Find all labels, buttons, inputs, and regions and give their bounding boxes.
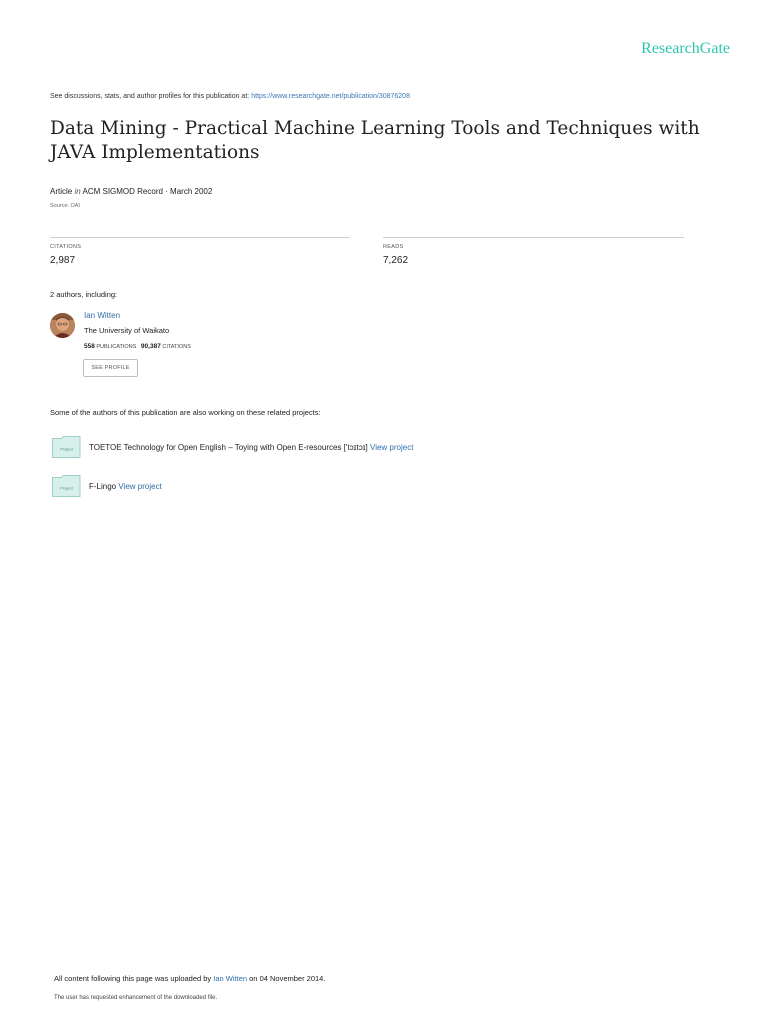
publication-url-link[interactable]: https://www.researchgate.net/publication/30876208 [251,93,410,100]
project-folder-icon [52,436,81,458]
citations-value: 2,987 [50,255,76,266]
citations-label: CITATIONS [50,244,82,250]
uploaded-by-line [54,974,325,983]
enhancement-note: The user has requested enhancement of the downloaded file. [54,995,218,1001]
project-thumbnail[interactable] [52,475,81,497]
author-name-link[interactable]: Ian Witten [84,311,121,320]
view-project-link-2[interactable]: View project [118,482,162,491]
author-citations-count: 90,387 [140,343,161,350]
uploader-link[interactable]: Ian Witten [213,974,248,983]
author-citations-label: CITATIONS [162,344,191,350]
project-item-1 [89,443,413,452]
project-folder-icon [52,475,81,497]
author-publications-count: 558 [84,343,95,350]
in-word: in [74,187,81,196]
discussions-prefix: See discussions, stats, and author profiles for this publication at: [50,93,250,100]
project-thumb-label: Project [60,485,73,491]
publication-source: Source: OAI [50,203,80,209]
venue-date: ACM SIGMOD Record · March 2002 [82,187,213,196]
publication-meta [50,187,212,196]
author-avatar[interactable] [50,313,75,338]
discussions-line [50,93,410,100]
project-title-2: F-Lingo [89,482,117,491]
author-publications-label: PUBLICATIONS [96,344,137,350]
project-item-2 [89,482,162,491]
project-thumb-label: Project [60,446,73,452]
reads-label: READS [383,244,404,250]
author-photo-icon [50,313,75,338]
see-profile-button[interactable]: SEE PROFILE [83,359,138,377]
publication-type: Article [50,187,73,196]
uploaded-suffix: on 04 November 2014. [249,974,326,983]
researchgate-logo[interactable]: ResearchGate [641,40,730,57]
authors-heading: 2 authors, including: [50,290,118,299]
author-institution: The University of Waikato [84,326,170,335]
citations-divider [50,237,350,238]
reads-divider [383,237,684,238]
view-project-link-1[interactable]: View project [370,443,414,452]
uploaded-prefix: All content following this page was uploaded by [54,974,212,983]
project-title-1: TOETOE Technology for Open English – Toying with Open E-resources ['tɔɪtɔɪ] [89,443,368,452]
reads-value: 7,262 [383,255,409,266]
project-thumbnail[interactable] [52,436,81,458]
publication-title: Data Mining - Practical Machine Learning Tools and Techniques with JAVA Implementations [50,118,700,163]
related-projects-heading: Some of the authors of this publication are also working on these related projects: [50,408,321,417]
author-stats [84,343,191,350]
